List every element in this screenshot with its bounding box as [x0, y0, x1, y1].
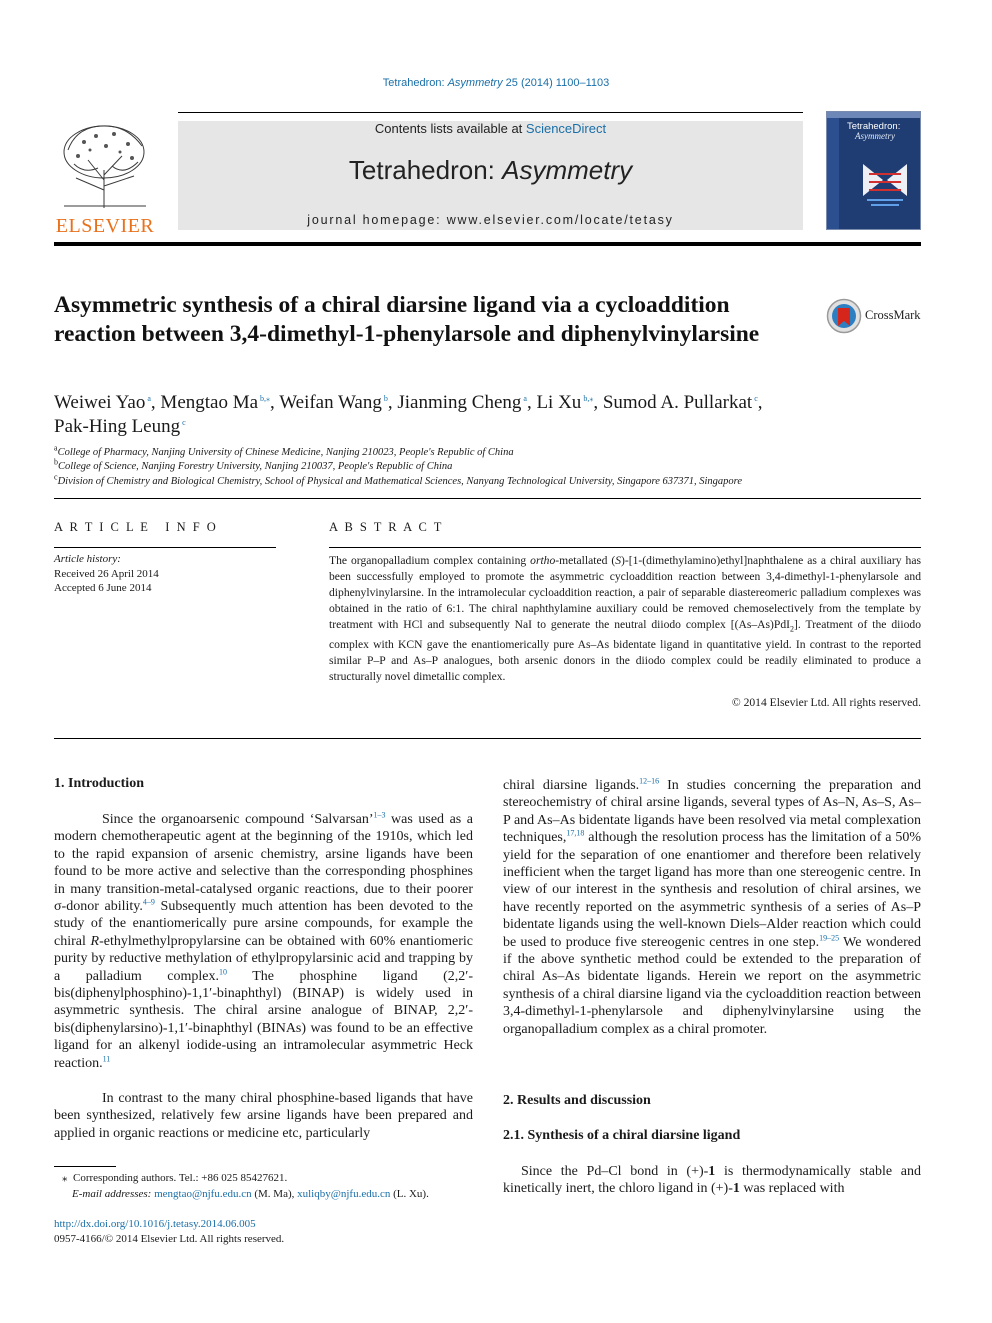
cover-artwork-icon [863, 160, 907, 208]
history-accepted: Accepted 6 June 2014 [54, 582, 152, 594]
email-label: E-mail addresses: [72, 1188, 155, 1200]
author-3[interactable]: Weifan Wang $^b$ [279, 392, 388, 413]
header-top-rule [178, 112, 803, 113]
author-7[interactable]: Pak-Hing Leung $^c$ [54, 416, 186, 437]
sciencedirect-link[interactable]: ScienceDirect [525, 121, 607, 136]
ref-1-3[interactable]: 1–3 [373, 810, 386, 820]
affiliation-a: $^a$College of Pharmacy, Nanjing University of Chinese Medicine, Nanjing 210023, People's Republic of China [54, 443, 514, 458]
author-5[interactable]: Li Xu $^{b,⁎}$ [536, 392, 594, 413]
abstract-bottom-rule [54, 738, 921, 739]
journal-banner [178, 121, 803, 230]
ref-12-16[interactable]: 12–16 [639, 776, 660, 786]
intro-heading: 1. Introduction [54, 776, 144, 791]
ref-10[interactable]: 10 [218, 967, 227, 976]
email-who-xu: (L. Xu). [390, 1188, 429, 1200]
article-info-heading: A R T I C L E I N F O [54, 520, 218, 534]
journal-homepage[interactable] [178, 213, 803, 227]
author-2[interactable]: Mengtao Ma $^{b,⁎}$ [160, 392, 271, 413]
citation-rest: 25 (2014) 1100–1103 [502, 77, 610, 89]
abstract-rule [329, 547, 921, 548]
cover-subtitle: Asymmetry [855, 131, 895, 141]
article-history [54, 552, 159, 596]
cover-title: Tetrahedron: [847, 121, 901, 132]
author-4[interactable]: Jianming Cheng $^a$ [397, 392, 527, 413]
author-1-aff[interactable]: a [147, 393, 151, 403]
affiliations [54, 443, 924, 489]
affiliations-rule [54, 498, 921, 499]
doi-link[interactable]: http://dx.doi.org/10.1016/j.tetasy.2014.06.005 [54, 1218, 256, 1230]
intro-paragraph-2: In contrast to the many chiral phosphine-based ligands that have been synthesized, relatively few arsine ligands have been prepared and applied in organic reactions or medicine etc, particularly [54, 1091, 473, 1141]
author-2-aff[interactable]: b,⁎ [260, 393, 271, 403]
author-1[interactable]: Weiwei Yao $^a$ [54, 392, 151, 413]
results-heading: 2. Results and discussion [503, 1093, 651, 1108]
history-label: Article history: [54, 553, 121, 565]
citation-journal: Tetrahedron: [382, 77, 448, 89]
footnote-corresponding: ⁎ Corresponding authors. Tel.: +86 025 85427621. [62, 1172, 288, 1184]
journal-cover[interactable] [826, 111, 921, 230]
ref-4-9[interactable]: 4–9 [142, 897, 155, 907]
abstract-heading: A B S T R A C T [329, 520, 444, 534]
footnote-rule [54, 1166, 116, 1167]
ref-11[interactable]: 11 [102, 1054, 111, 1064]
citation-line[interactable] [0, 77, 992, 89]
author-4-aff[interactable]: a [523, 393, 527, 403]
affiliation-b: $^b$College of Science, Nanjing Forestry University, Nanjing 210037, People's Republic of China [54, 457, 453, 473]
intro-paragraph-2-continued: chiral diarsine ligands.$^{12-16}$ In studies concerning the preparation and stereochemistry of chiral arsine ligands, several types of As–N, As–S, As–P and As–As bidentate ligands have been resolved via metal complexation techniques,$^{17,18}$ although the resolution process has the limitation of a 50% yield for the separation of one enantiomer and therefore been relatively inefficient when the target ligand has more than one stereogenic centre. In view of our interest in the synthesis and resolution of chiral arsines, we have recently reported on the asymmetric synthesis of a series of As–P bidentate ligands using the well-known Diels–Alder reaction which could be used to produce five stereogenic centres in one step.$^{19-25}$ We wondered if the above synthetic method could be extended to the preparation of chiral As–As bidentate ligands. Herein we report on the asymmetric synthesis of a chiral diarsine ligand via the cycloaddition reaction between 3,4-dimethyl-1-phenylarsole and diphenylvinylarsine using the organopalladium complex as a chiral promoter. [503, 776, 921, 1037]
abstract-copyright: © 2014 Elsevier Ltd. All rights reserved. [731, 696, 921, 709]
synthesis-subheading: 2.1. Synthesis of a chiral diarsine ligand [503, 1128, 741, 1143]
journal-title-italic: Asymmetry [502, 155, 633, 185]
crossmark-icon [826, 298, 862, 334]
author-7-aff[interactable]: c [182, 417, 186, 427]
email-link-ma[interactable]: mengtao@njfu.edu.cn [154, 1188, 252, 1200]
contents-prefix: Contents lists available at [374, 121, 526, 136]
affiliation-c: $^c$Division of Chemistry and Biological Chemistry, School of Physical and Mathematical Sciences, Nanyang Technological University, Singapore 637371, Singapore [54, 472, 743, 487]
author-6[interactable]: Sumod A. Pullarkat $^c$ [602, 392, 758, 413]
synthesis-paragraph: Since the Pd–Cl bond in (+)-1 is thermodynamically stable and kinetically inert, the chloro ligand in (+)-1 was replaced with [503, 1164, 921, 1197]
homepage-url: www.elsevier.com/locate/tetasy [446, 213, 674, 227]
citation-journal-italic: Asymmetry [447, 77, 503, 89]
email-link-xu[interactable]: xuliqby@njfu.edu.cn [297, 1188, 391, 1200]
contents-available [178, 121, 803, 137]
footnote-emails [72, 1187, 429, 1201]
issn-line: 0957-4166/© 2014 Elsevier Ltd. All rights reserved. [54, 1233, 285, 1245]
author-3-aff[interactable]: b [383, 393, 388, 403]
crossmark-badge[interactable] [826, 298, 926, 334]
author-5-aff[interactable]: b,⁎ [583, 393, 594, 403]
crossmark-label: CrossMark [865, 308, 921, 322]
elsevier-wordmark: ELSEVIER [55, 215, 155, 237]
journal-title[interactable] [178, 155, 803, 186]
ref-19-25[interactable]: 19–25 [819, 933, 840, 942]
journal-title-main: Tetrahedron: [348, 155, 503, 185]
article-info-rule [54, 547, 276, 548]
elsevier-logo[interactable] [54, 120, 156, 237]
homepage-prefix: journal homepage: [307, 213, 447, 227]
history-received: Received 26 April 2014 [54, 567, 159, 580]
abstract-text: The organopalladium complex containing ortho-metallated (S)-[1-(dimethylamino)ethyl]naphthalene as a chiral auxiliary has been successfully employed to promote the asymmetric cycloaddition reaction between 3,4-dimethyl-1-phenylarsole and diphenylvinylarsine. In the intramolecular cycloaddition reaction, a pair of separable diastereomeric palladium complexes was obtained in the ratio of 6:1. The chiral naphthylamine auxiliary could be removed chemoselectively from the template by treatment with HCl and subsequently NaI to generate the neutral diiodo complex [(As–As)PdI$_2$]. Treatment of the diiodo complex with KCN gave the enantiomerically pure As–As bidentate ligand in quantitative yield. In contrast to the reported similar P–P and As–P analogues, both arsenic donors in the diiodo complex could be readily eliminated to produce a structurally novel dimetallic complex. [329, 554, 922, 684]
intro-paragraph-1: Since the organoarsenic compound ‘Salvarsan’$^{1-3}$ was used as a modern chemotherapeutic agent at the beginning of the 1910s, which led to the rapid expansion of arsenic chemistry, arsine ligands have been found to be more active and selective than the corresponding phosphines in many transition-metal-catalysed organic reactions, due to their poorer σ-donor ability.$^{4-9}$ Subsequently much attention has been devoted to the study of the enantiomerically pure arsine compounds, for example the chiral R-ethylmethylpropylarsine can be obtained with 60% enantiomeric purity by reductive methylation of ethylpropylarsinic acid and trapping by a palladium complex.$^{10}$ The phosphine ligand (2,2′-bis(diphenylphosphino)-1,1′-binaphthyl) (BINAP) is widely used in asymmetric synthesis. The chiral arsine analogue of BINAP, 2,2′-bis(diphenylarsino)-1,1′-binaphthyl (BINAs) was found to be an effective ligand for an alkenyl iodide-using an intramolecular asymmetric Heck reaction.$^{11}$ [54, 810, 474, 1071]
cover-left-strip [827, 118, 839, 230]
cover-top-band [827, 112, 920, 118]
article-title: Asymmetric synthesis of a chiral diarsine ligand via a cycloaddition reaction between 3,4-dimethyl-1-phenylarsole and diphenylvinylarsine [54, 292, 760, 347]
author-list: Weiwei Yao $^a$, Mengtao Ma $^{b,⁎}$, Weifan Wang $^b$, Jianming Cheng $^a$, Li Xu $^{b,⁎}$, Sumod A. Pullarkat $^c$, Pak-Hing Leung $^c$ [54, 392, 763, 437]
elsevier-tree-icon [54, 120, 156, 210]
author-6-aff[interactable]: c [754, 393, 758, 403]
email-who-ma: (M. Ma), [251, 1188, 298, 1200]
header-thick-rule [54, 242, 921, 246]
ref-17-18[interactable]: 17,18 [566, 828, 585, 838]
